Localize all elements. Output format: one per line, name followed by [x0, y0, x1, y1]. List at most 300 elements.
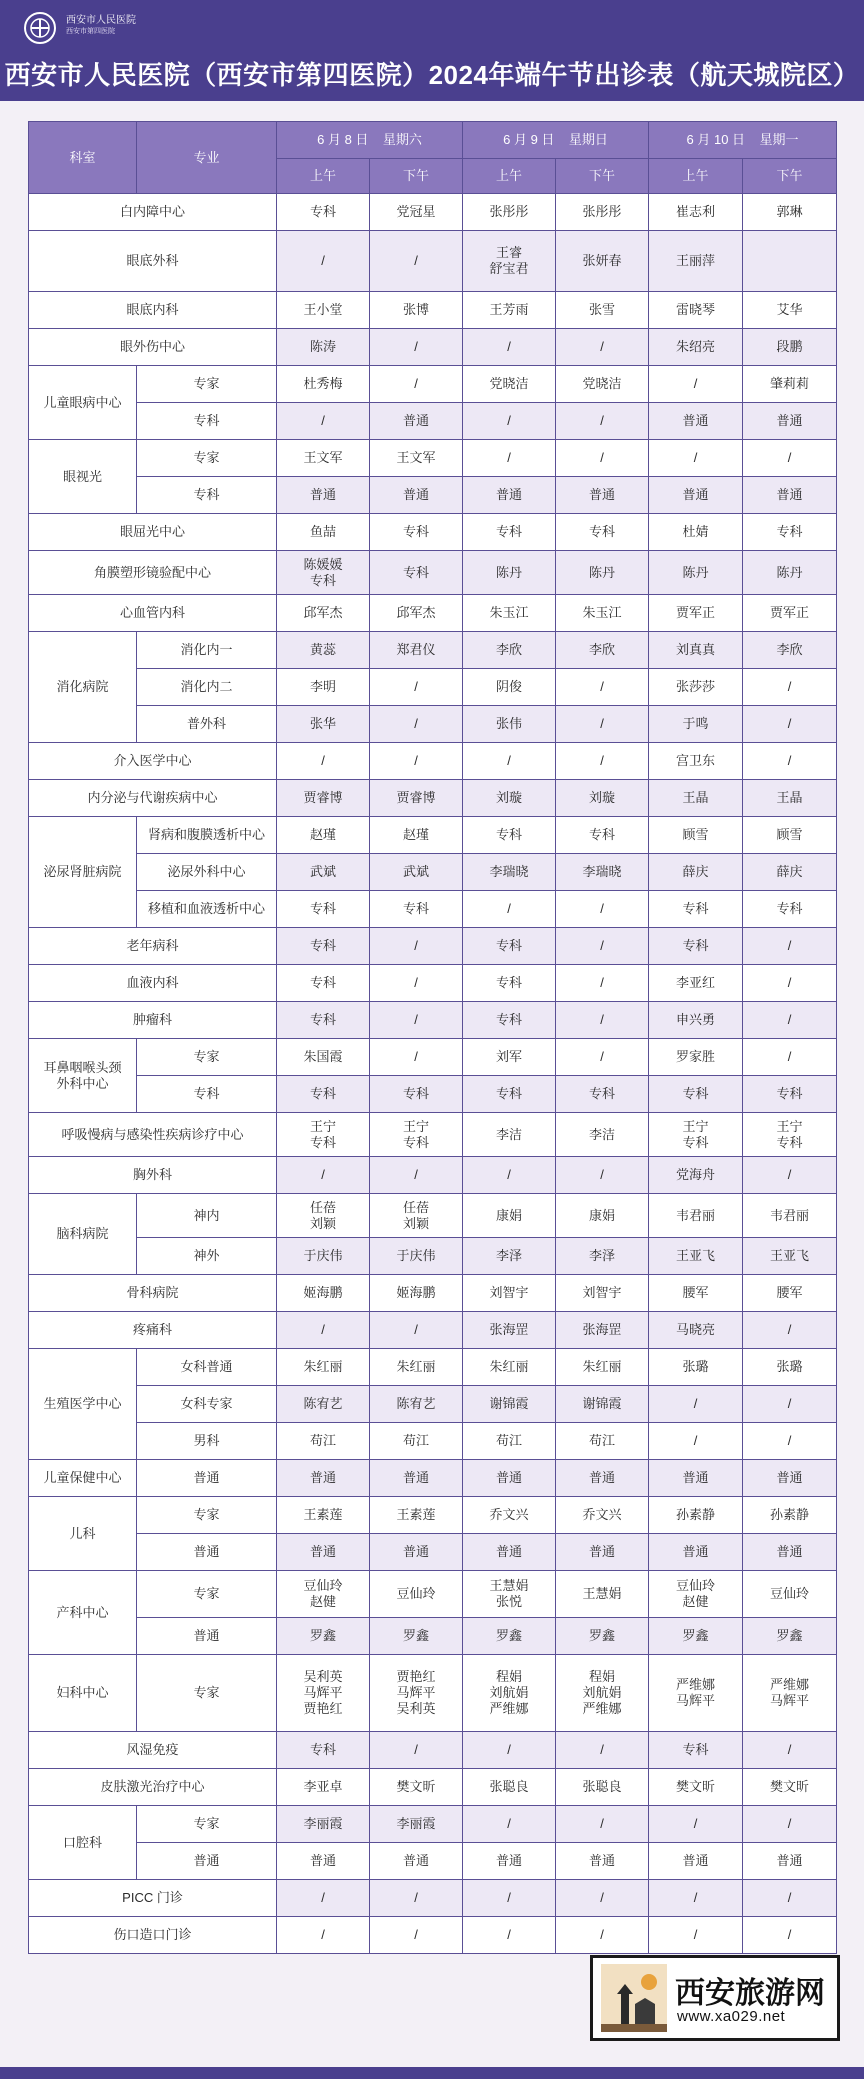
schedule-cell: 专科	[649, 1732, 743, 1769]
schedule-cell: /	[370, 669, 463, 706]
schedule-cell: 专科	[463, 1002, 556, 1039]
schedule-cell: 专科	[556, 1076, 649, 1113]
spec-cell: 男科	[137, 1423, 277, 1460]
schedule-cell	[649, 1113, 743, 1157]
schedule-cell: /	[556, 329, 649, 366]
schedule-cell	[370, 1194, 463, 1238]
schedule-cell: /	[370, 1732, 463, 1769]
dept-cell	[29, 551, 277, 595]
schedule-cell: /	[277, 403, 370, 440]
spec-cell: 普外科	[137, 706, 277, 743]
schedule-cell: 陈丹	[463, 551, 556, 595]
schedule-cell: 普通	[463, 1534, 556, 1571]
table-row	[29, 1076, 837, 1113]
doctor-name: 王宁	[403, 1118, 430, 1134]
schedule-cell: 乔文兴	[556, 1497, 649, 1534]
schedule-cell	[277, 1571, 370, 1618]
schedule-cell: 苟江	[370, 1423, 463, 1460]
dept-name: 儿童保健中心	[43, 1470, 122, 1485]
schedule-cell: 专科	[463, 1076, 556, 1113]
doctor-name: 任蓓	[403, 1199, 430, 1215]
schedule-cell: 乔文兴	[463, 1497, 556, 1534]
schedule-cell: /	[277, 1880, 370, 1917]
schedule-cell: 刘璇	[556, 780, 649, 817]
header-am: 上午	[463, 159, 556, 194]
dept-name: 肿瘤科	[132, 1012, 172, 1027]
schedule-cell: 孙素静	[649, 1497, 743, 1534]
doctor-name: 刘航娟	[582, 1685, 622, 1700]
schedule-cell: /	[556, 1002, 649, 1039]
schedule-cell: 张璐	[649, 1349, 743, 1386]
dept-cell	[29, 1349, 137, 1460]
schedule-cell: 豆仙玲	[370, 1571, 463, 1618]
dept-name: 呼吸慢病与感染性疾病诊疗中心	[61, 1126, 244, 1142]
schedule-cell: 专科	[277, 928, 370, 965]
schedule-cell	[277, 1113, 370, 1157]
schedule-cell: /	[649, 1806, 743, 1843]
schedule-cell: 谢锦霞	[556, 1386, 649, 1423]
schedule-cell: 李丽霞	[277, 1806, 370, 1843]
dept-name: 儿童眼病中心	[43, 394, 122, 410]
schedule-cell: 专科	[649, 891, 743, 928]
table-row	[29, 1571, 837, 1618]
spec-cell: 专家	[137, 366, 277, 403]
doctor-name: 严维娜	[582, 1701, 622, 1716]
schedule-cell: 于庆伟	[370, 1238, 463, 1275]
schedule-cell: /	[556, 1732, 649, 1769]
schedule-cell: 普通	[743, 1843, 837, 1880]
schedule-cell: /	[649, 1423, 743, 1460]
table-row	[29, 1917, 837, 1954]
schedule-cell: /	[277, 1917, 370, 1954]
schedule-cell: 李泽	[463, 1238, 556, 1275]
dept-cell	[29, 1732, 277, 1769]
schedule-cell: 雷晓琴	[649, 292, 743, 329]
schedule-cell: 贾睿博	[370, 780, 463, 817]
table-row	[29, 292, 837, 329]
table-row	[29, 595, 837, 632]
dept-cell	[29, 632, 137, 743]
schedule-cell	[277, 551, 370, 595]
dept-cell	[29, 292, 277, 329]
table-row	[29, 965, 837, 1002]
schedule-cell: 普通	[277, 1843, 370, 1880]
schedule-cell: /	[743, 440, 837, 477]
doctor-name: 王宁	[776, 1118, 803, 1134]
schedule-cell: 普通	[649, 403, 743, 440]
dept-cell	[29, 928, 277, 965]
schedule-cell: 赵瑾	[277, 817, 370, 854]
schedule-cell: 专科	[743, 891, 837, 928]
dept-cell	[29, 1571, 137, 1655]
schedule-cell: 普通	[370, 1534, 463, 1571]
doctor-name: 舒宝君	[489, 261, 529, 276]
schedule-cell: 罗鑫	[649, 1618, 743, 1655]
page-title: 西安市人民医院（西安市第四医院）2024年端午节出诊表（航天城院区）	[4, 60, 860, 90]
schedule-cell: 杜秀梅	[277, 366, 370, 403]
watermark-url: www.xa029.net	[677, 2008, 786, 2025]
schedule-cell: /	[556, 743, 649, 780]
schedule-cell: 普通	[649, 1460, 743, 1497]
schedule-cell: 专科	[463, 514, 556, 551]
dept-cell	[29, 1655, 137, 1732]
table-row	[29, 1655, 837, 1732]
spec-cell: 女科普通	[137, 1349, 277, 1386]
schedule-cell: 普通	[370, 477, 463, 514]
schedule-cell: 专科	[463, 817, 556, 854]
schedule-cell: 普通	[649, 1534, 743, 1571]
table-row	[29, 817, 837, 854]
schedule-cell: /	[556, 1806, 649, 1843]
dept-name: 眼底内科	[126, 302, 179, 317]
spec-cell: 消化内二	[137, 669, 277, 706]
doctor-name: 严维娜	[489, 1701, 529, 1716]
dept-name: 伤口造口门诊	[113, 1927, 192, 1942]
schedule-cell: 康娟	[556, 1194, 649, 1238]
schedule-cell: 专科	[743, 514, 837, 551]
footer-bar	[0, 2067, 864, 2079]
schedule-cell: /	[649, 366, 743, 403]
schedule-cell: 马晓亮	[649, 1312, 743, 1349]
schedule-cell: /	[743, 1002, 837, 1039]
site-watermark	[590, 1955, 840, 2041]
schedule-cell: 普通	[370, 403, 463, 440]
schedule-cell	[370, 1113, 463, 1157]
doctor-name: 专科	[682, 1134, 709, 1150]
schedule-cell: 罗鑫	[277, 1618, 370, 1655]
schedule-cell: /	[463, 1806, 556, 1843]
schedule-cell: 张雪	[556, 292, 649, 329]
spec-cell: 肾病和腹膜透析中心	[137, 817, 277, 854]
schedule-cell: 党冠星	[370, 194, 463, 231]
schedule-cell: 谢锦霞	[463, 1386, 556, 1423]
table-row	[29, 403, 837, 440]
schedule-cell: 贾军正	[649, 595, 743, 632]
schedule-cell: /	[463, 1917, 556, 1954]
schedule-cell: 孙素静	[743, 1497, 837, 1534]
table-row	[29, 477, 837, 514]
schedule-cell: 普通	[649, 477, 743, 514]
schedule-cell: /	[556, 440, 649, 477]
schedule-cell	[463, 1655, 556, 1732]
schedule-cell: 党晓洁	[556, 366, 649, 403]
schedule-cell: /	[743, 706, 837, 743]
schedule-cell: 樊文昕	[370, 1769, 463, 1806]
schedule-cell: 王亚飞	[743, 1238, 837, 1275]
schedule-cell: 王慧娟	[556, 1571, 649, 1618]
schedule-cell: 康娟	[463, 1194, 556, 1238]
day-3-date: 6 月 10 日	[686, 132, 746, 147]
schedule-cell: 朱玉江	[463, 595, 556, 632]
schedule-cell: 黄蕊	[277, 632, 370, 669]
table-row	[29, 743, 837, 780]
schedule-cell: 朱玉江	[556, 595, 649, 632]
header-day-3	[649, 122, 837, 159]
dept-name: 妇科中心	[56, 1685, 109, 1700]
dept-cell	[29, 965, 277, 1002]
schedule-cell: 腰军	[743, 1275, 837, 1312]
dept-name: 内分泌与代谢疾病中心	[87, 790, 218, 805]
doctor-name: 专科	[776, 1134, 803, 1150]
day-2-date: 6 月 9 日	[503, 132, 555, 147]
header-pm: 下午	[370, 159, 463, 194]
schedule-cell: 罗家胜	[649, 1039, 743, 1076]
spec-cell: 普通	[137, 1618, 277, 1655]
doctor-name: 豆仙玲	[303, 1578, 343, 1593]
schedule-cell: 韦君丽	[743, 1194, 837, 1238]
schedule-cell: /	[370, 366, 463, 403]
schedule-cell: /	[370, 965, 463, 1002]
schedule-cell: 王丽萍	[649, 231, 743, 292]
schedule-cell	[649, 1571, 743, 1618]
table-row	[29, 1194, 837, 1238]
schedule-cell: 李欣	[556, 632, 649, 669]
schedule-cell: 普通	[556, 1534, 649, 1571]
doctor-name: 陈媛媛	[303, 556, 343, 572]
dept-name: 皮肤激光治疗中心	[100, 1779, 205, 1794]
schedule-cell: 普通	[370, 1460, 463, 1497]
schedule-cell: 专科	[743, 1076, 837, 1113]
doctor-name: 程娟	[589, 1669, 616, 1684]
schedule-cell: 李亚卓	[277, 1769, 370, 1806]
table-row	[29, 854, 837, 891]
header-dept: 科室	[29, 122, 137, 194]
schedule-cell: 普通	[277, 1534, 370, 1571]
schedule-cell: 顾雪	[649, 817, 743, 854]
table-row	[29, 551, 837, 595]
spec-cell: 专家	[137, 1655, 277, 1732]
schedule-cell: /	[370, 1880, 463, 1917]
dept-cell	[29, 1497, 137, 1571]
schedule-cell: 朱红丽	[277, 1349, 370, 1386]
table-row	[29, 928, 837, 965]
schedule-cell: 李欣	[743, 632, 837, 669]
dept-name: 耳鼻咽喉头颈	[43, 1059, 122, 1075]
hospital-emblem-icon	[22, 10, 60, 46]
schedule-cell: 陈丹	[556, 551, 649, 595]
dept-cell	[29, 595, 277, 632]
schedule-cell: 普通	[743, 1534, 837, 1571]
header-am: 上午	[277, 159, 370, 194]
schedule-cell: /	[463, 1157, 556, 1194]
spec-cell: 消化内一	[137, 632, 277, 669]
schedule-cell: /	[370, 743, 463, 780]
schedule-cell: 樊文昕	[649, 1769, 743, 1806]
dept-cell	[29, 780, 277, 817]
schedule-cell: 姬海鹏	[370, 1275, 463, 1312]
doctor-name: 马辉平	[676, 1693, 716, 1708]
table-row	[29, 1618, 837, 1655]
spec-cell: 泌尿外科中心	[137, 854, 277, 891]
table-row	[29, 1157, 837, 1194]
spec-cell: 专家	[137, 1806, 277, 1843]
table-row	[29, 514, 837, 551]
schedule-cell	[277, 1655, 370, 1732]
schedule-cell	[277, 1194, 370, 1238]
schedule-cell: /	[370, 329, 463, 366]
schedule-cell: /	[743, 1732, 837, 1769]
schedule-cell: 普通	[277, 1460, 370, 1497]
schedule-cell: /	[556, 669, 649, 706]
table-row	[29, 669, 837, 706]
dept-name: 眼视光	[62, 468, 102, 484]
schedule-cell: 王素莲	[370, 1497, 463, 1534]
schedule-cell: 王晶	[743, 780, 837, 817]
schedule-cell: /	[743, 669, 837, 706]
schedule-cell: 罗鑫	[556, 1618, 649, 1655]
day-1-weekday: 星期六	[382, 132, 422, 147]
schedule-cell: 李洁	[556, 1113, 649, 1157]
table-row	[29, 1349, 837, 1386]
schedule-cell: 赵瑾	[370, 817, 463, 854]
schedule-cell: 专科	[277, 891, 370, 928]
schedule-cell: 朱红丽	[463, 1349, 556, 1386]
dept-cell	[29, 1194, 137, 1275]
schedule-cell: 专科	[370, 551, 463, 595]
schedule-cell: 朱绍亮	[649, 329, 743, 366]
schedule-cell	[743, 231, 837, 292]
dept-cell	[29, 194, 277, 231]
schedule-cell: 朱红丽	[556, 1349, 649, 1386]
table-row	[29, 1002, 837, 1039]
schedule-cell: 李洁	[463, 1113, 556, 1157]
schedule-cell: /	[463, 329, 556, 366]
dept-name: 生殖医学中心	[43, 1396, 122, 1411]
schedule-cell: 樊文昕	[743, 1769, 837, 1806]
schedule-cell: 邱军杰	[370, 595, 463, 632]
doctor-name: 王慧娟	[489, 1578, 529, 1593]
table-row	[29, 1275, 837, 1312]
schedule-cell: 普通	[649, 1843, 743, 1880]
dept-name: 白内障中心	[119, 204, 185, 219]
schedule-cell: 张华	[277, 706, 370, 743]
doctor-name: 豆仙玲	[676, 1578, 716, 1593]
doctor-name: 吴利英	[303, 1669, 343, 1684]
schedule-cell: /	[463, 743, 556, 780]
schedule-cell: 党海舟	[649, 1157, 743, 1194]
schedule-cell: 李亚红	[649, 965, 743, 1002]
schedule-cell: 陈宥艺	[277, 1386, 370, 1423]
schedule-cell: /	[743, 1157, 837, 1194]
schedule-cell: 王素莲	[277, 1497, 370, 1534]
schedule-cell: 鱼喆	[277, 514, 370, 551]
dept-cell	[29, 329, 277, 366]
watermark-title: 西安旅游网	[675, 1976, 825, 2011]
dept-cell	[29, 514, 277, 551]
schedule-cell: 党晓洁	[463, 366, 556, 403]
schedule-cell: 王晶	[649, 780, 743, 817]
dept-name: 角膜塑形镜验配中心	[93, 564, 211, 580]
dept-name: 外科中心	[56, 1075, 109, 1091]
schedule-cell: 段鹏	[743, 329, 837, 366]
schedule-cell: 普通	[743, 1460, 837, 1497]
schedule-cell: 专科	[649, 1076, 743, 1113]
schedule-cell: 专科	[370, 514, 463, 551]
schedule-cell: /	[370, 1917, 463, 1954]
dept-name: 脑科病院	[56, 1226, 109, 1241]
dept-cell	[29, 1917, 277, 1954]
doctor-name: 专科	[309, 1134, 336, 1150]
table-row	[29, 1880, 837, 1917]
schedule-cell: 张博	[370, 292, 463, 329]
dept-name: 消化病院	[56, 679, 109, 694]
doctor-name: 贾艳红	[303, 1701, 343, 1716]
dept-cell	[29, 366, 137, 440]
schedule-cell: 薛庆	[649, 854, 743, 891]
schedule-cell: 普通	[556, 1843, 649, 1880]
doctor-name: 马辉平	[303, 1685, 343, 1700]
schedule-cell: 郑君仪	[370, 632, 463, 669]
doctor-name: 贾艳红	[396, 1669, 436, 1684]
schedule-cell: 王亚飞	[649, 1238, 743, 1275]
table-row	[29, 891, 837, 928]
schedule-cell: 刘真真	[649, 632, 743, 669]
doctor-name: 马辉平	[770, 1693, 810, 1708]
schedule-cell: /	[649, 1880, 743, 1917]
table-row	[29, 366, 837, 403]
schedule-cell: /	[743, 1880, 837, 1917]
table-row	[29, 329, 837, 366]
schedule-cell: 王文军	[277, 440, 370, 477]
schedule-cell: /	[556, 1039, 649, 1076]
table-row	[29, 1238, 837, 1275]
dept-name: 眼底外科	[126, 253, 179, 268]
schedule-cell: /	[370, 231, 463, 292]
schedule-cell: 刘智宇	[556, 1275, 649, 1312]
schedule-cell: 普通	[277, 477, 370, 514]
schedule-cell: 崔志利	[649, 194, 743, 231]
schedule-cell: 张聪良	[463, 1769, 556, 1806]
dept-name: 风湿免疫	[126, 1742, 179, 1757]
schedule-cell: 陈宥艺	[370, 1386, 463, 1423]
spec-cell: 专科	[137, 477, 277, 514]
header-day-1	[277, 122, 463, 159]
schedule-cell: /	[370, 928, 463, 965]
table-row	[29, 194, 837, 231]
schedule-cell: 薛庆	[743, 854, 837, 891]
schedule-cell: 专科	[556, 514, 649, 551]
header-day-2	[463, 122, 649, 159]
dept-name: 老年病科	[126, 938, 179, 953]
schedule-cell: /	[743, 1806, 837, 1843]
spec-cell: 专科	[137, 403, 277, 440]
schedule-cell: /	[277, 1157, 370, 1194]
schedule-cell: /	[743, 965, 837, 1002]
schedule-cell: /	[556, 965, 649, 1002]
dept-name: 心血管内科	[119, 605, 185, 620]
schedule-cell: 李瑞晓	[463, 854, 556, 891]
doctor-name: 任蓓	[309, 1199, 336, 1215]
doctor-name: 严维娜	[676, 1677, 716, 1692]
table-row	[29, 632, 837, 669]
schedule-cell: 普通	[743, 403, 837, 440]
doctor-name: 专科	[403, 1134, 430, 1150]
pagoda-icon	[601, 1964, 667, 2032]
schedule-cell: 申兴勇	[649, 1002, 743, 1039]
dept-name: 产科中心	[56, 1604, 109, 1620]
schedule-cell: /	[743, 1423, 837, 1460]
schedule-cell: 武斌	[370, 854, 463, 891]
spec-cell: 专家	[137, 440, 277, 477]
schedule-cell: 普通	[743, 477, 837, 514]
table-row	[29, 1497, 837, 1534]
schedule-cell: /	[556, 1880, 649, 1917]
schedule-cell: 普通	[463, 1843, 556, 1880]
doctor-name: 王宁	[309, 1118, 336, 1134]
dept-name: 疼痛科	[132, 1322, 172, 1337]
schedule-cell: 普通	[463, 1460, 556, 1497]
schedule-sheet	[0, 101, 864, 2067]
